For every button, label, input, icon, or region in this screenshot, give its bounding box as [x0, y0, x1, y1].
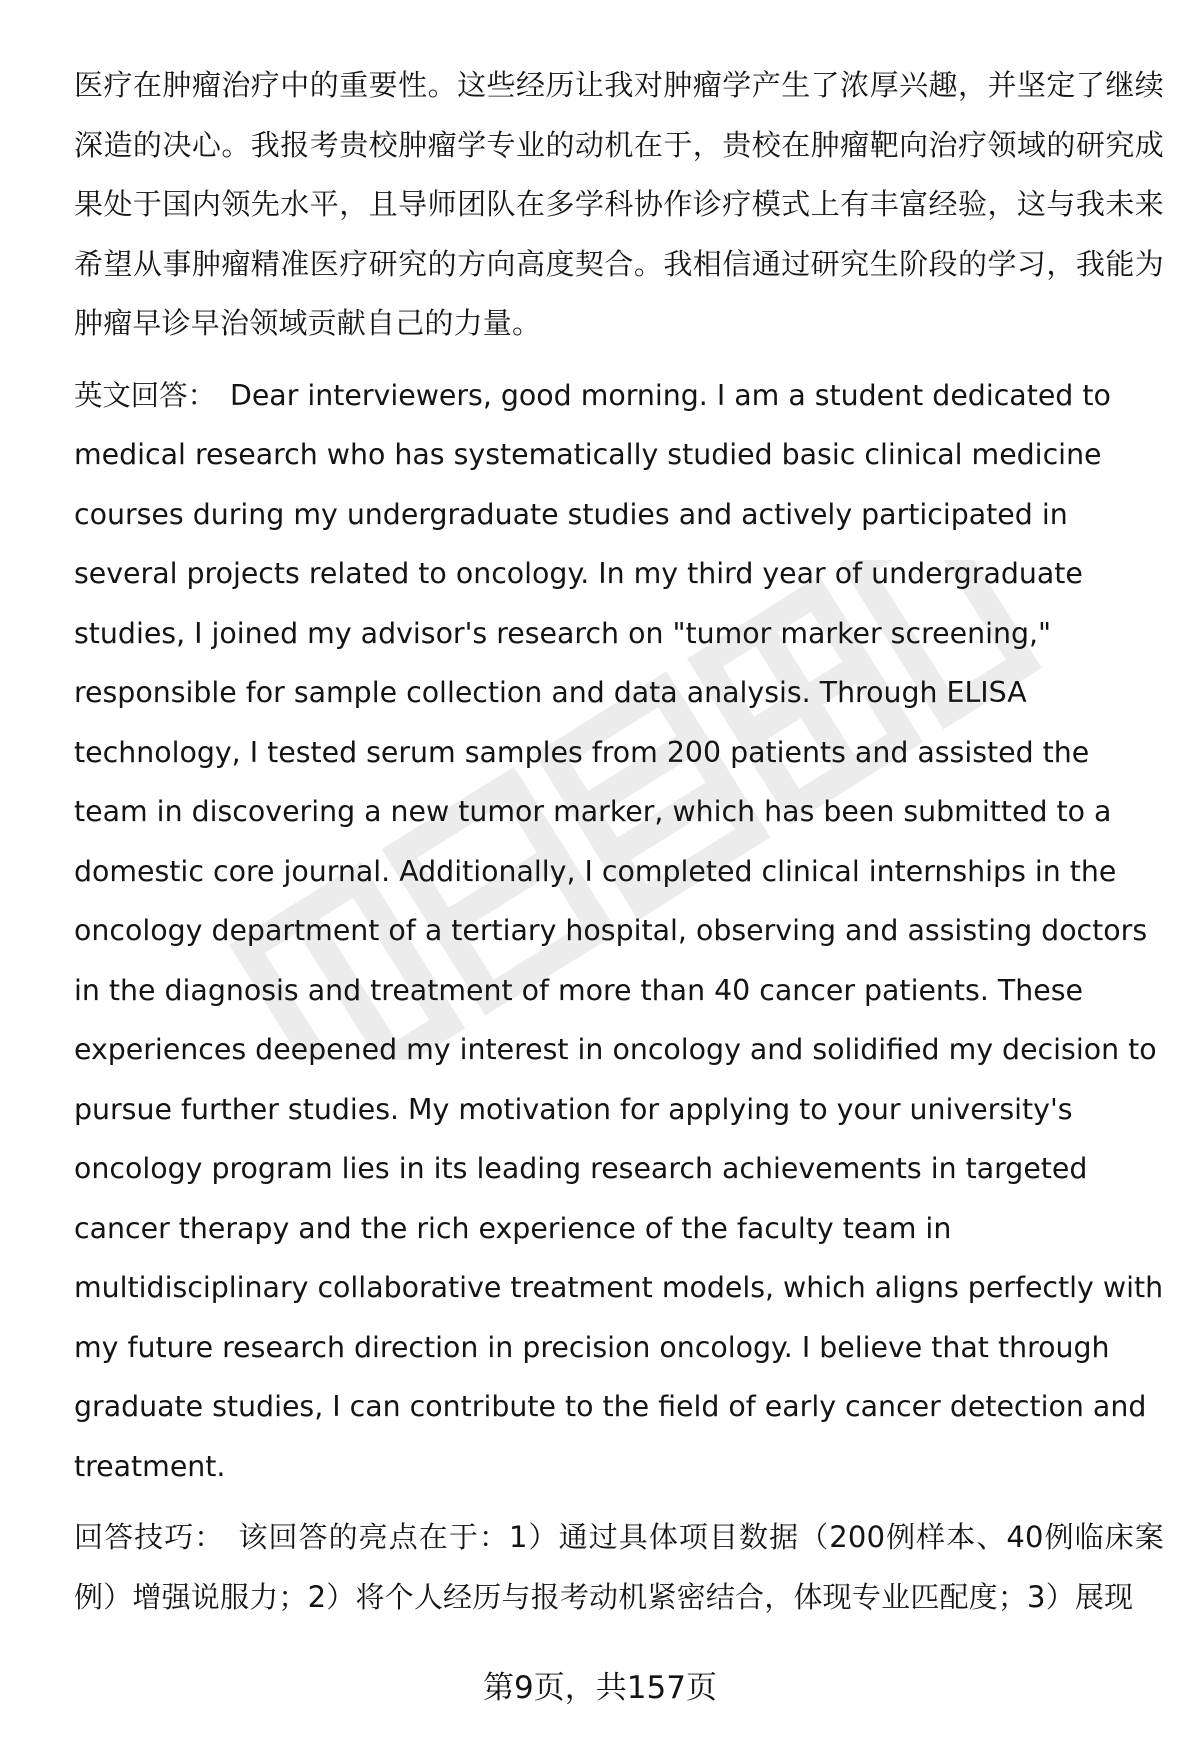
english-answer-text: Dear interviewers, good morning. I am a student dedicated to medical research who has systematically studied basic clinical medicine courses during my undergraduate studies and actively participated in several projects related to oncology. In my third year of undergraduate studies, I joined my advisor's research on "tumor marker screening," responsible for sample collection and data analysis. Through ELISA technology, I tested serum samples from 200 patients and assisted the team in discovering a new tumor marker, which has been submitted to a domestic core journal. Additionally, I completed clinical internships in the oncology department of a tertiary hospital, observing and assisting doctors in the diagnosis and treatment of more than 40 cancer patients. These experiences deepened my interest in oncology and solidified my decision to pursue further studies. My motivation for applying to your university's oncology program lies in its leading research achievements in targeted cancer therapy and the rich experience of the faculty team in multidisciplinary collaborative treatment models, which aligns perfectly with my future research direction in precision oncology. I believe that through graduate studies, I can contribute to the field of early cancer detection and treatment. — [74, 378, 1164, 1483]
english-answer-paragraph — [74, 366, 1164, 1497]
answer-tips-text: 该回答的亮点在于：1）通过具体项目数据（200例样本、40例临床案例）增强说服力；2）将个人经历与报考动机紧密结合，体现专业匹配度；3）展现 — [74, 1520, 1164, 1614]
paragraph-spacer — [74, 354, 1164, 366]
intro-paragraph: 医疗在肿瘤治疗中的重要性。这些经历让我对肿瘤学产生了浓厚兴趣，并坚定了继续深造的决心。我报考贵校肿瘤学专业的动机在于，贵校在肿瘤靶向治疗领域的研究成果处于国内领先水平，且导师团队在多学科协作诊疗模式上有丰富经验，这与我未来希望从事肿瘤精准医疗研究的方向高度契合。我相信通过研究生阶段的学习，我能为肿瘤早诊早治领域贡献自己的力量。 — [74, 68, 1164, 340]
answer-tips-paragraph — [74, 1508, 1164, 1627]
english-answer-label: 英文回答： — [74, 378, 216, 412]
document-body — [74, 56, 1164, 1627]
answer-tips-label: 回答技巧： — [74, 1520, 225, 1554]
page-number-footer: 第9页，共157页 — [483, 1670, 717, 1706]
paragraph-spacer — [74, 1496, 1164, 1508]
